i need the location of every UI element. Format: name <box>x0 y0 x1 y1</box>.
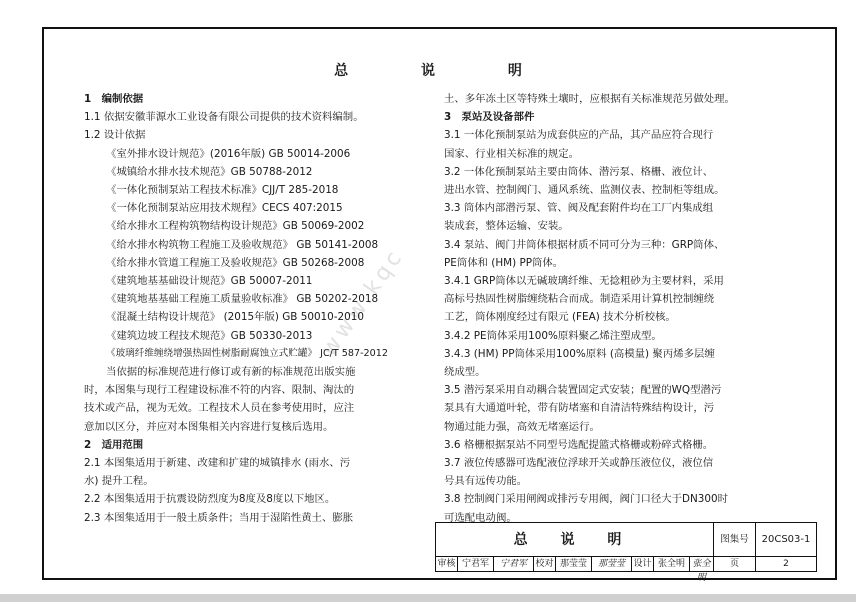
text-line: 进出水管、控制阀门、通风系统、监测仪表、控制柜等组成。 <box>444 184 725 197</box>
text-line: PE筒体和 (HM) PP筒体。 <box>444 256 564 269</box>
text-line: 3.4.2 PE筒体采用100%原料聚乙烯注塑成型。 <box>444 329 662 342</box>
text-line: 水) 提升工程。 <box>84 475 154 488</box>
left-column <box>84 90 414 527</box>
text-line: 土、多年冻土区等特殊土壤时，应根据有关标准规范另做处理。 <box>444 93 735 105</box>
text-line: 3.5 潜污泵采用自动耦合装置固定式安装；配置的WQ型潜污 <box>444 384 722 397</box>
text-line: 时，本图集与现行工程建设标准不符的内容、限制、淘汰的 <box>84 384 355 397</box>
designer-signature: 张全明 <box>690 557 714 571</box>
text-line: 高标号热固性树脂缠绕粘合而成。制造采用计算机控制缠绕 <box>444 293 715 306</box>
text-line: 1.1 依据安徽菲源水工业设备有限公司提供的技术资料编制。 <box>84 111 364 124</box>
text-line: 《给水排水构筑物工程施工及验收规范》 GB 50141-2008 <box>106 238 379 251</box>
signature-row <box>436 557 816 583</box>
atlas-label: 图集号 <box>714 523 756 557</box>
text-line: 当依据的标准规范进行修订或有新的标准规范出版实施 <box>106 366 356 379</box>
text-line: 《一体化预制泵站应用技术规程》CECS 407:2015 <box>106 202 343 215</box>
text-line: 《建筑地基基础设计规范》GB 50007-2011 <box>106 275 313 288</box>
text-line: 3.6 格栅根据泵站不同型号选配提篮式格栅或粉碎式格栅。 <box>444 438 714 451</box>
title-block-name: 总 说 明 <box>436 523 714 557</box>
text-line: 《建筑边坡工程技术规范》GB 50330-2013 <box>106 329 313 342</box>
page-number: 2 <box>783 559 789 569</box>
design-label: 设计 <box>632 557 654 571</box>
text-line: 2.2 本图集适用于抗震设防烈度为8度及8度以下地区。 <box>84 493 336 506</box>
text-line: 《一体化预制泵站工程技术标准》CJJ/T 285-2018 <box>106 184 339 197</box>
text-line: 国家、行业相关标准的规定。 <box>444 147 580 160</box>
reviewer-signature: 宁君军 <box>494 557 534 571</box>
text-line: 2.1 本图集适用于新建、改建和扩建的城镇排水 (雨水、污 <box>84 457 351 470</box>
checker-name: 那莹莹 <box>556 557 592 571</box>
text-line: 3.4.3 (HM) PP筒体采用100%原料 (高模量) 聚丙烯多层缠 <box>444 347 715 360</box>
text-line: 3.7 液位传感器可选配液位浮球开关或静压液位仪，液位信 <box>444 457 714 470</box>
designer-name: 张全明 <box>654 557 690 571</box>
right-column <box>444 90 784 527</box>
text-line: 《玻璃纤维缠绕增强热固性树脂耐腐蚀立式贮罐》 JC/T 587-2012 <box>106 347 388 359</box>
text-line: 可选配电动阀。 <box>444 511 517 524</box>
text-line: 《室外排水设计规范》(2016年版) GB 50014-2006 <box>106 147 351 160</box>
text-line: 泵具有大通道叶轮，带有防堵塞和自清洁特殊结构设计，污 <box>444 402 715 415</box>
title-block <box>435 522 817 583</box>
text-line: 3.1 一体化预制泵站为成套供应的产品，其产品应符合现行 <box>444 129 714 142</box>
text-line: 装成套，整体运输、安装。 <box>444 220 569 233</box>
text-line: 2.3 本图集适用于一般土质条件；当用于湿陷性黄土、膨胀 <box>84 511 354 524</box>
text-line: 3.4.1 GRP筒体以无碱玻璃纤维、无捻粗砂为主要材料，采用 <box>444 275 724 288</box>
text-line: 技术或产品，视为无效。工程技术人员在参考使用时，应注 <box>84 402 355 415</box>
text-line: 意加以区分，并应对本图集相关内容进行复核后选用。 <box>84 420 334 433</box>
review-label: 审核 <box>436 557 458 571</box>
page-title: 总 说 明 <box>334 63 556 79</box>
text-line: 3.4 泵站、阀门井筒体根据材质不同可分为三种：GRP筒体、 <box>444 238 725 251</box>
checker-signature: 那莹莹 <box>592 557 632 571</box>
section-heading: 2 适用范围 <box>84 438 144 451</box>
text-line: 3.3 筒体内部潜污泵、管、阀及配套附件均在工厂内集成组 <box>444 202 714 215</box>
text-line: 1.2 设计依据 <box>84 129 146 142</box>
text-line: 3.8 控制阀门采用闸阀或排污专用阀，阀门口径大于DN300时 <box>444 493 729 506</box>
page-label: 页 <box>714 557 756 571</box>
reviewer-name: 宁君军 <box>458 557 494 571</box>
text-line: 《给水排水工程构筑物结构设计规范》GB 50069-2002 <box>106 220 365 233</box>
section-heading: 3 泵站及设备部件 <box>444 111 535 124</box>
text-line: 绕成型。 <box>444 366 486 379</box>
text-line: 《混凝土结构设计规范》 (2015年版) GB 50010-2010 <box>106 311 364 324</box>
text-line: 《建筑地基基础工程施工质量验收标准》 GB 50202-2018 <box>106 293 379 306</box>
section-heading: 1 编制依据 <box>84 93 144 105</box>
text-line: 3.2 一体化预制泵站主要由筒体、潜污泵、格栅、液位计、 <box>444 165 714 178</box>
text-line: 工艺，筒体刚度经过有限元 (FEA) 技术分析校核。 <box>444 311 676 324</box>
text-line: 《城镇给水排水技术规范》GB 50788-2012 <box>106 165 313 178</box>
watermark: www.kqc <box>316 243 410 362</box>
text-line: 物通过能力强，高效无堵塞运行。 <box>444 420 600 433</box>
text-line: 号具有远传功能。 <box>444 475 528 488</box>
text-line: 《给水排水管道工程施工及验收规范》GB 50268-2008 <box>106 256 365 269</box>
check-label: 校对 <box>534 557 556 571</box>
atlas-number: 20CS03-1 <box>756 523 816 557</box>
